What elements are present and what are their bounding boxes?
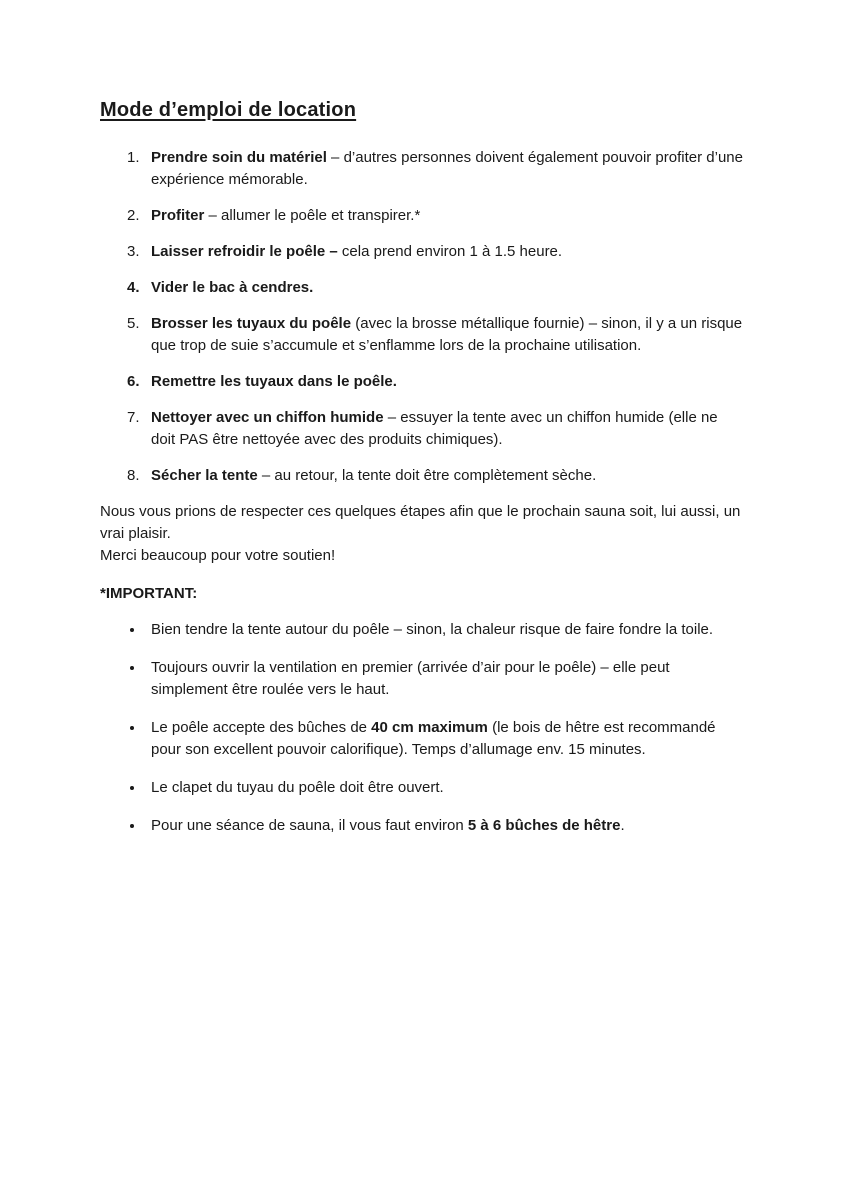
note-pre-text: Toujours ouvrir la ventilation en premier (arrivée d’air pour le poêle) – elle peut simplement être roulée vers le haut. — [151, 659, 670, 698]
step-number: 8. — [127, 467, 140, 484]
bullet-dot-icon — [130, 628, 134, 632]
step-text — [151, 409, 718, 448]
step-regular-text: (avec la brosse métallique fournie) – sinon, il y a un risque que trop de suie s’accumule et s’enflamme lors de la prochaine utilisation. — [151, 315, 743, 354]
bullet-dot-icon — [130, 666, 134, 670]
note-pre-text: Le poêle accepte des bûches de — [151, 719, 372, 736]
step-text — [151, 315, 742, 354]
note-text — [151, 659, 670, 698]
note-post-text: (le bois de hêtre est recommandé pour son excellent pouvoir calorifique). Temps d’allumage env. 15 minutes. — [151, 719, 716, 758]
bullet-dot-icon — [130, 726, 134, 730]
bullet-dot-icon — [130, 824, 134, 828]
note-text — [151, 779, 444, 796]
step-bold-text: Profiter — [151, 207, 205, 224]
step-number: 7. — [127, 409, 140, 426]
step-bold-text: Remettre les tuyaux dans le poêle. — [151, 373, 397, 390]
step-text — [151, 373, 397, 390]
step-number: 3. — [127, 243, 140, 260]
note-post-text: . — [620, 817, 625, 834]
note-pre-text: Pour une séance de sauna, il vous faut environ — [151, 817, 468, 834]
step-regular-text: – au retour, la tente doit être complètement sèche. — [257, 467, 597, 484]
step-regular-text: – essuyer la tente avec un chiffon humide (elle ne doit PAS être nettoyée avec des produits chimiques). — [151, 409, 718, 448]
step-number: 2. — [127, 207, 140, 224]
step-number: 5. — [127, 315, 140, 332]
step-text — [151, 243, 562, 260]
closing-paragraph — [100, 501, 745, 567]
bullet-dot-icon — [130, 786, 134, 790]
step-number: 6. — [127, 373, 140, 390]
note-pre-text: Bien tendre la tente autour du poêle – sinon, la chaleur risque de faire fondre la toile. — [151, 621, 714, 638]
step-bold-text: Brosser les tuyaux du poêle — [151, 315, 352, 332]
numbered-step — [100, 465, 745, 487]
step-number: 4. — [127, 279, 140, 296]
closing-line-2: Merci beaucoup pour votre soutien! — [100, 547, 336, 564]
note-bold-text: 40 cm maximum — [371, 719, 488, 736]
note-bold-text: 5 à 6 bûches de hêtre — [467, 817, 621, 834]
note-text — [151, 817, 625, 834]
numbered-step — [100, 313, 745, 357]
note-text — [151, 719, 716, 758]
bullet-item — [100, 619, 745, 641]
bullet-list — [100, 619, 745, 837]
step-bold-text: Vider le bac à cendres. — [151, 279, 314, 296]
numbered-step — [100, 205, 745, 227]
step-text — [151, 207, 420, 224]
note-pre-text: Le clapet du tuyau du poêle doit être ouvert. — [151, 779, 444, 796]
closing-line-1: Nous vous prions de respecter ces quelques étapes afin que le prochain sauna soit, lui aussi, un vrai plaisir. — [100, 503, 741, 542]
bullet-item — [100, 657, 745, 701]
bullet-item — [100, 777, 745, 799]
important-heading: *IMPORTANT: — [100, 585, 198, 602]
note-text — [151, 621, 713, 638]
step-text — [151, 467, 596, 484]
numbered-step — [100, 371, 745, 393]
step-number: 1. — [127, 149, 140, 166]
numbered-step — [100, 277, 745, 299]
numbered-step — [100, 147, 745, 191]
step-regular-text: – allumer le poêle et transpirer.* — [204, 207, 421, 224]
numbered-step — [100, 241, 745, 263]
step-text — [151, 279, 313, 296]
step-bold-text: Sécher la tente — [151, 467, 258, 484]
step-bold-text: Prendre soin du matériel — [151, 149, 327, 166]
step-regular-text: – d’autres personnes doivent également pouvoir profiter d’une expérience mémorable. — [151, 149, 743, 188]
page-title: Mode d’emploi de location — [100, 99, 357, 121]
step-bold-text: Nettoyer avec un chiffon humide — [151, 409, 384, 426]
step-text — [151, 149, 743, 188]
bullet-item — [100, 717, 745, 761]
step-bold-text: Laisser refroidir le poêle – — [151, 243, 338, 260]
step-regular-text: cela prend environ 1 à 1.5 heure. — [337, 243, 563, 260]
numbered-step — [100, 407, 745, 451]
numbered-list — [100, 147, 745, 487]
bullet-item — [100, 815, 745, 837]
